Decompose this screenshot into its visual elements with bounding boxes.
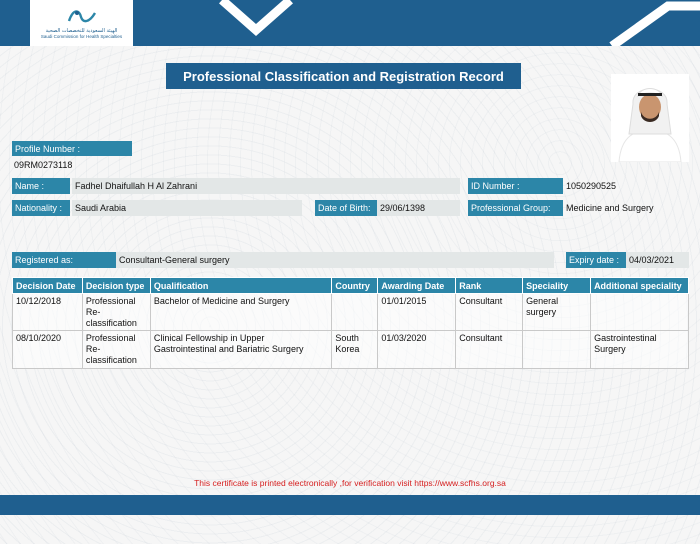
scfhs-logo-icon — [65, 7, 99, 27]
name-value: Fadhel Dhaifullah H Al Zahrani — [72, 178, 460, 194]
table-row — [13, 331, 689, 368]
table-cell: 01/03/2020 — [378, 331, 456, 368]
table-cell: 01/01/2015 — [378, 294, 456, 331]
table-header-row — [13, 278, 689, 294]
table-cell — [523, 331, 591, 368]
classification-records-table — [12, 277, 689, 369]
profile-number-value: 09RM0273118 — [14, 159, 73, 170]
person-photo-icon — [611, 74, 689, 162]
dob-label: Date of Birth: — [315, 200, 377, 216]
column-header: Rank — [456, 278, 523, 294]
column-header: Additional speciality — [591, 278, 689, 294]
professional-group-label: Professional Group: — [468, 200, 563, 216]
table-cell: Bachelor of Medicine and Surgery — [150, 294, 332, 331]
profile-number-label: Profile Number : — [12, 141, 132, 156]
document-title: Professional Classification and Registration Record — [166, 63, 521, 89]
professional-group-value: Medicine and Surgery — [566, 203, 654, 213]
column-header: Speciality — [523, 278, 591, 294]
table-cell: Gastrointestinal Surgery — [591, 331, 689, 368]
column-header: Awarding Date — [378, 278, 456, 294]
id-number-value: 1050290525 — [566, 181, 617, 191]
table-cell — [332, 294, 378, 331]
table-cell: South Korea — [332, 331, 378, 368]
name-label: Name : — [12, 178, 70, 194]
table-cell: 10/12/2018 — [13, 294, 83, 331]
expiry-date-label: Expiry date : — [566, 252, 626, 268]
table-cell: 08/10/2020 — [13, 331, 83, 368]
table-cell: Consultant — [456, 294, 523, 331]
logo-english-text: Saudi Commission for Health Specialties — [40, 34, 123, 39]
column-header: Decision Date — [13, 278, 83, 294]
table-cell: Professional Re-classification — [82, 331, 150, 368]
id-number-label: ID Number : — [468, 178, 563, 194]
table-cell: Consultant — [456, 331, 523, 368]
table-cell: Clinical Fellowship in Upper Gastrointestinal and Bariatric Surgery — [150, 331, 332, 368]
registered-as-value: Consultant-General surgery — [116, 252, 554, 268]
table-cell — [591, 294, 689, 331]
footer-band — [0, 495, 700, 515]
dob-value: 29/06/1398 — [377, 200, 460, 216]
table-cell: General surgery — [523, 294, 591, 331]
column-header: Country — [332, 278, 378, 294]
table-cell: Professional Re-classification — [82, 294, 150, 331]
column-header: Decision type — [82, 278, 150, 294]
expiry-date-value: 04/03/2021 — [626, 252, 689, 268]
nationality-value: Saudi Arabia — [72, 200, 302, 216]
nationality-label: Nationality : — [12, 200, 70, 216]
scfhs-logo — [30, 0, 133, 46]
profile-photo — [611, 74, 689, 162]
column-header: Qualification — [150, 278, 332, 294]
verification-note: This certificate is printed electronically ,for verification visit https://www.scfhs.org.sa — [194, 478, 506, 488]
table-row — [13, 294, 689, 331]
registered-as-label: Registered as: — [12, 252, 116, 268]
logo-arabic-text: الهيئة السعودية للتخصصات الصحية — [45, 28, 118, 34]
